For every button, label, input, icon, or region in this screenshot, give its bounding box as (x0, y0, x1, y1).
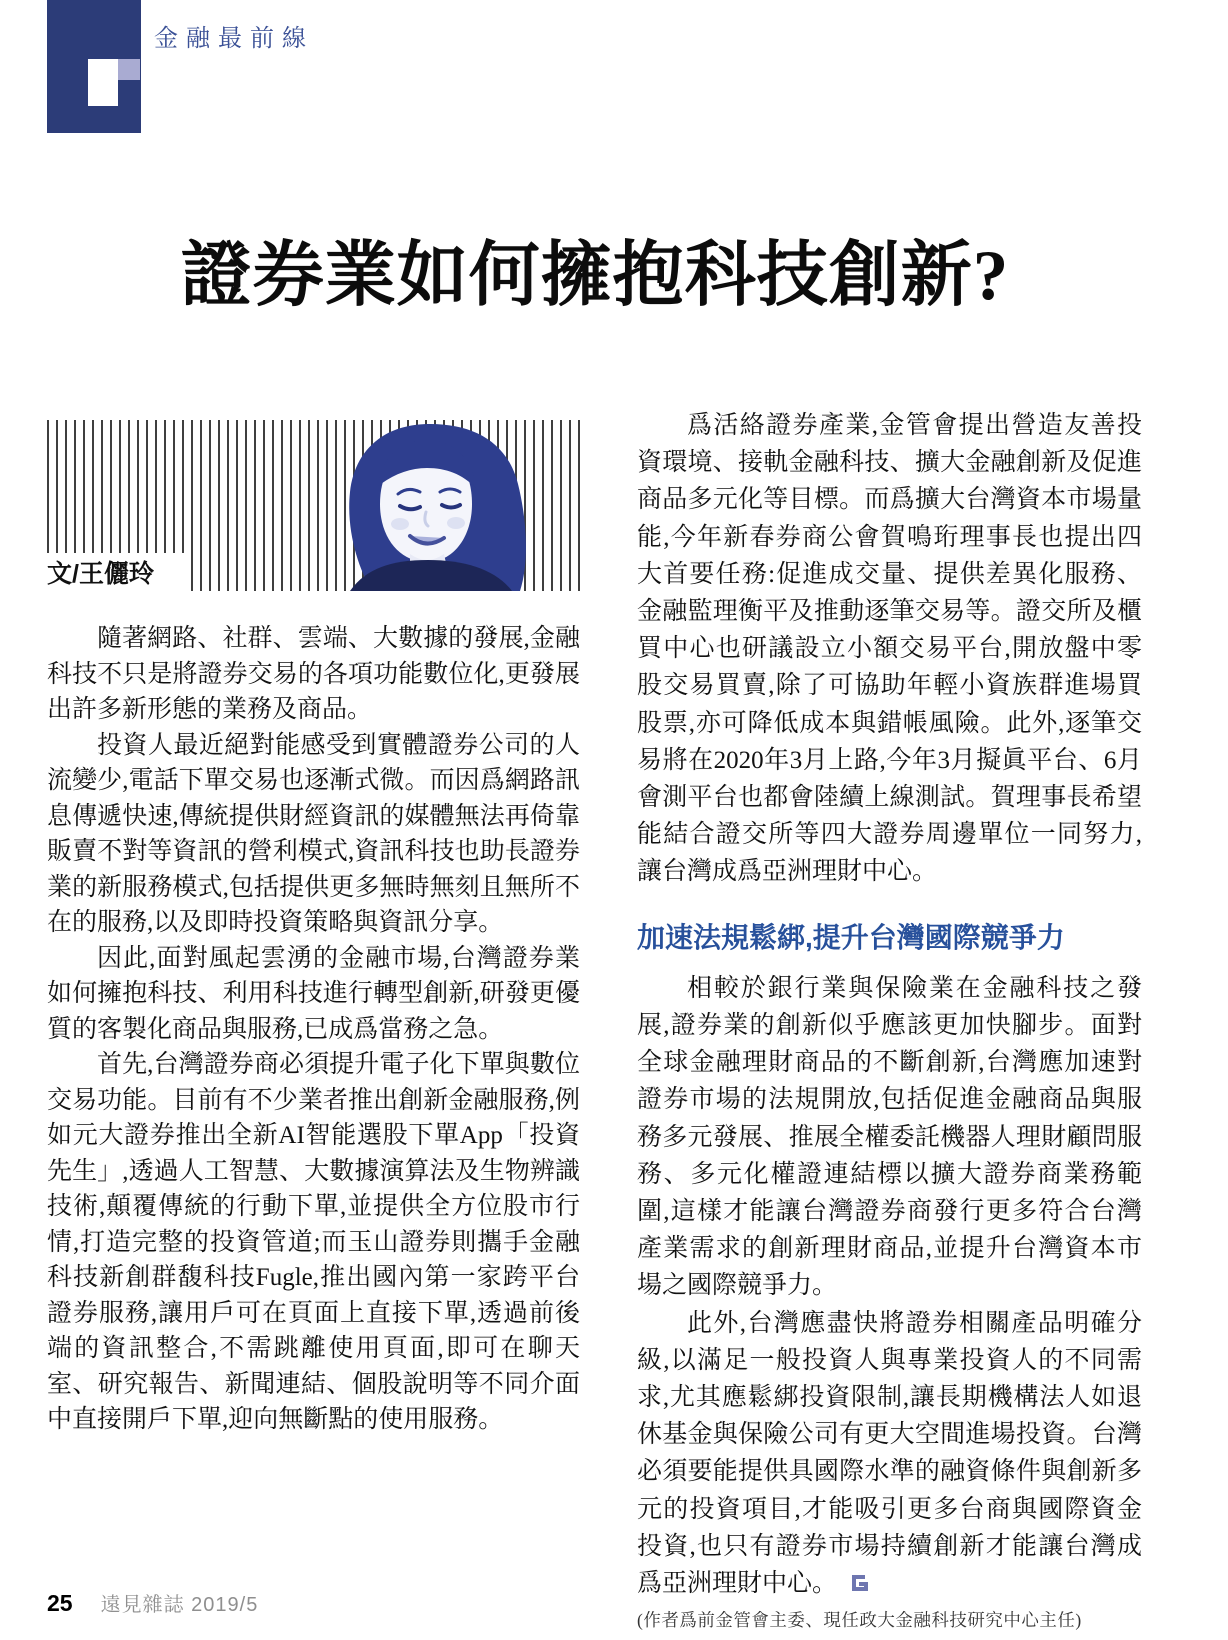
paragraph: 首先,台灣證券商必須提升電子化下單與數位交易功能。目前有不少業者推出創新金融服務,例如元大證券推出全新AI智能選股下單App「投資先生」,透過人工智慧、大數據演算法及生物辨識技術,顛覆傳統的行動下單,並提供全方位股市行情,打造完整的投資管道;而玉山證券則攜手金融科技新創群馥科技Fugle,推出國內第一家跨平台證券服務,讓用戶可在頁面上直接下單,透過前後端的資訊整合,不需跳離使用頁面,即可在聊天室、研究報告、新聞連結、個股說明等不同介面中直接開戶下單,迎向無斷點的使用服務。 (47, 1051, 580, 1433)
page-number: 25 (47, 1590, 73, 1616)
left-column (47, 621, 580, 1438)
logo-accent-square (118, 59, 140, 80)
magazine-issue: 遠見雜誌 2019/5 (100, 1594, 259, 1616)
paragraph: 爲活絡證券產業,金管會提出營造友善投資環境、接軌金融科技、擴大金融創新及促進商品多元化等目標。而爲擴大台灣資本市場量能,今年新春券商公會賀鳴珩理事長也提出四大首要任務:促進成交量、提供差異化服務、金融監理衡平及推動逐筆交易等。證交所及櫃買中心也研議設立小額交易平台,開放盤中零股交易買賣,除了可協助年輕小資族群進場買股票,亦可降低成本與錯帳風險。此外,逐筆交易將在2020年3月上路,今年3月擬眞平台、6月會測平台也都會陸續上線測試。賀理事長希望能結合證交所等四大證券周邊單位一同努力,讓台灣成爲亞洲理財中心。 (637, 412, 1142, 886)
section-label: 金融最前線 (154, 25, 314, 52)
paragraph-text: 此外,台灣應盡快將證券相關產品明確分級,以滿足一般投資人與專業投資人的不同需求,尤其應鬆綁投資限制,讓長期機構法人如退休基金與保險公司有更大空間進場投資。台灣必須要能提供具國際水準的融資條件與創新多元的投資項目,才能吸引更多台商與國際資金投資,也只有證券市場持續創新才能讓台灣成爲亞洲理財中心。 (637, 1309, 1142, 1598)
section-subheading: 加速法規鬆綁,提升台灣國際競爭力 (637, 921, 1065, 953)
author-footnote: (作者爲前金管會主委、現任政大金融科技研究中心主任) (637, 1610, 1082, 1631)
paragraph: 投資人最近絕對能感受到實體證券公司的人流變少,電話下單交易也逐漸式微。而因爲網路訊息傳遞快速,傳統提供財經資訊的媒體無法再倚靠販賣不對等資訊的營利模式,資訊科技也助長證券業的新服務模式,包括提供更多無時無刻且無所不在的服務,以及即時投資策略與資訊分享。 (47, 731, 580, 936)
author-portrait (314, 420, 546, 591)
logo-notch (88, 59, 118, 106)
byline-text: 文/王儷玲 (47, 560, 154, 588)
paragraph: 因此,面對風起雲湧的金融市場,台灣證券業如何擁抱科技、利用科技進行轉型創新,研發更優質的客製化商品與服務,已成爲當務之急。 (47, 944, 580, 1043)
paragraph: 相較於銀行業與保險業在金融科技之發展,證券業的創新似乎應該更加快腳步。面對全球金融理財商品的不斷創新,台灣應加速對證券市場的法規開放,包括促進金融商品與服務多元發展、推展全權委託機器人理財顧問服務、多元化權證連結標以擴大證券商業務範圍,這樣才能讓台灣證券商發行更多符合台灣產業需求的創新理財商品,並提升台灣資本市場之國際競爭力。 (637, 974, 1142, 1300)
article-title: 證券業如何擁抱科技創新? (180, 236, 1010, 315)
magazine-section-logo (47, 0, 141, 133)
article-end-mark-icon (851, 1574, 869, 1592)
byline (47, 553, 185, 591)
author-photo-block (47, 420, 580, 591)
paragraph: 隨著網路、社群、雲端、大數據的發展,金融科技不只是將證券交易的各項功能數位化,更發展出許多新形態的業務及商品。 (47, 625, 580, 723)
right-column (637, 407, 1142, 1640)
paragraph (637, 1305, 1142, 1603)
page-footer (47, 1588, 258, 1617)
